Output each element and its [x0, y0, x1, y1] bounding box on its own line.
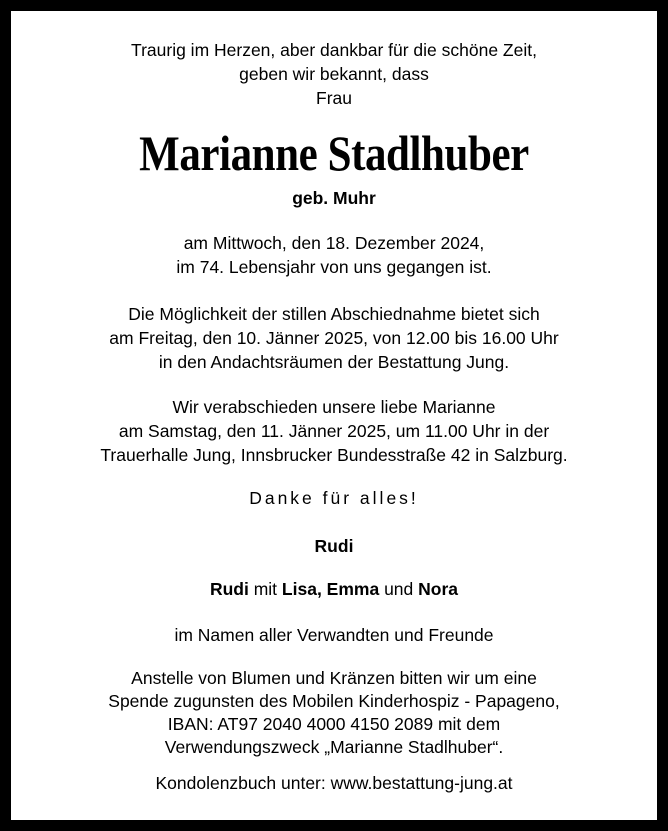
intro-line: Traurig im Herzen, aber dankbar für die schöne Zeit,	[131, 40, 537, 60]
death-line: im 74. Lebensjahr von uns gegangen ist.	[176, 257, 492, 277]
family-member-name: Nora	[418, 579, 459, 599]
family-member-name: Rudi	[209, 579, 249, 599]
donation-line: Verwendungszweck „Marianne Stadlhuber“.	[164, 737, 504, 757]
funeral-line: Trauerhalle Jung, Innsbrucker Bundesstraße 42 in Salzburg.	[100, 445, 568, 465]
maiden-name: geb. Muhr	[292, 188, 376, 208]
death-notice	[11, 231, 657, 279]
family-member-names: Lisa, Emma	[281, 579, 380, 599]
viewing-info	[11, 302, 657, 374]
signer-name: Rudi	[314, 536, 354, 556]
condolence-book-line: Kondolenzbuch unter: www.bestattung-jung.at	[155, 773, 513, 793]
funeral-line: am Samstag, den 11. Jänner 2025, um 11.00 Uhr in der	[118, 421, 550, 441]
relatives-line: im Namen aller Verwandten und Freunde	[174, 625, 494, 645]
family-names	[11, 577, 657, 601]
deceased-name: Marianne Stadlhuber	[139, 125, 529, 181]
donation-line: Anstelle von Blumen und Kränzen bitten wir um eine	[131, 668, 537, 688]
donation-line: IBAN: AT97 2040 4000 4150 2089 mit dem	[167, 714, 501, 734]
family-connector: mit	[248, 579, 282, 599]
viewing-line: Die Möglichkeit der stillen Abschiednahme bietet sich	[128, 304, 540, 324]
funeral-info	[11, 395, 657, 467]
death-line: am Mittwoch, den 18. Dezember 2024,	[183, 233, 485, 253]
funeral-line: Wir verabschieden unsere liebe Marianne	[172, 397, 496, 417]
obituary-notice	[11, 11, 657, 820]
viewing-line: in den Andachtsräumen der Bestattung Jung.	[158, 352, 510, 372]
intro-line: Frau	[316, 88, 352, 108]
intro-text	[11, 38, 657, 110]
intro-line: geben wir bekannt, dass	[239, 64, 429, 84]
donation-line: Spende zugunsten des Mobilen Kinderhospiz - Papageno,	[108, 691, 560, 711]
family-connector: und	[379, 579, 419, 599]
thanks-line: Danke für alles!	[249, 488, 419, 508]
viewing-line: am Freitag, den 10. Jänner 2025, von 12.00 bis 16.00 Uhr	[109, 328, 559, 348]
donation-request	[11, 667, 657, 759]
